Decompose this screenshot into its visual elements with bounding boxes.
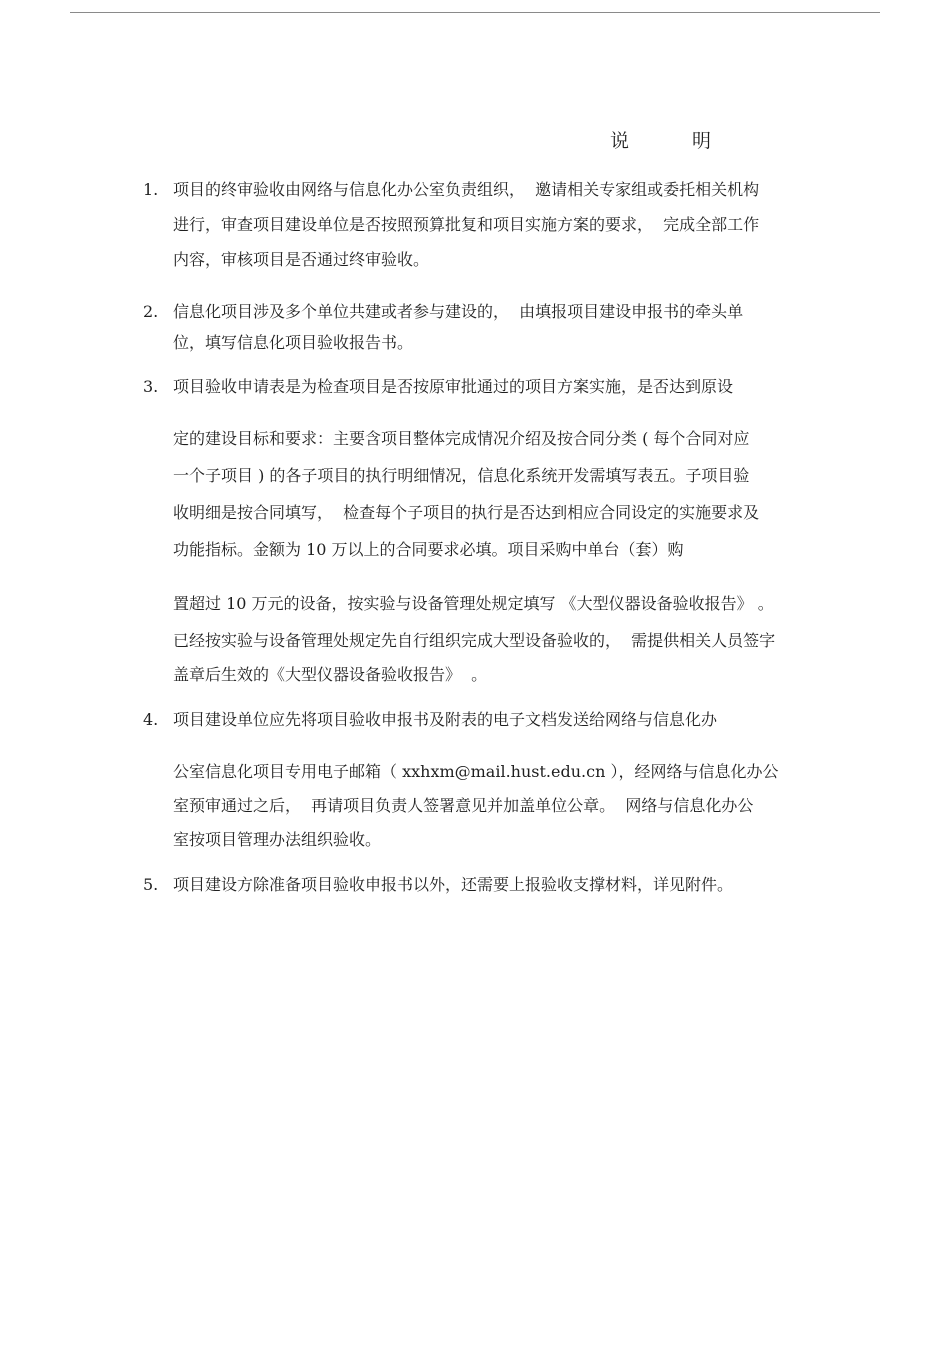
item-line: 位，填写信息化项目验收报告书。	[173, 333, 414, 352]
top-rule	[70, 12, 880, 13]
item-line: 项目建设单位应先将项目验收申报书及附表的电子文档发送给网络与信息化办	[173, 710, 718, 729]
item-line: 公室信息化项目专用电子邮箱（ xxhxm@mail.hust.edu.cn ），经网络与信息化办公	[173, 762, 779, 781]
item-line: 一个子项目 ) 的各子项目的执行明细情况，信息化系统开发需填写表五。子项目验	[173, 466, 750, 485]
page-title: 说 明	[610, 130, 734, 152]
item-line: 功能指标。金额为 10 万以上的合同要求必填。项目采购中单台（套）购	[173, 540, 684, 559]
item-number: 2.	[143, 302, 159, 321]
item-line: 信息化项目涉及多个单位共建或者参与建设的， 由填报项目建设申报书的牵头单	[173, 302, 744, 321]
item-line: 置超过 10 万元的设备，按实验与设备管理处规定填写 《大型仪器设备验收报告》 。	[173, 594, 774, 613]
item-line: 已经按实验与设备管理处规定先自行组织完成大型设备验收的， 需提供相关人员签字	[173, 631, 776, 650]
item-line: 项目建设方除准备项目验收申报书以外，还需要上报验收支撑材料，详见附件。	[173, 875, 734, 894]
item-line: 室预审通过之后， 再请项目负责人签署意见并加盖单位公章。 网络与信息化办公	[173, 796, 754, 815]
item-line: 定的建设目标和要求：主要含项目整体完成情况介绍及按合同分类 ( 每个合同对应	[173, 429, 750, 448]
item-line: 室按项目管理办法组织验收。	[173, 830, 382, 849]
item-number: 1.	[143, 180, 159, 199]
item-number: 5.	[143, 875, 159, 894]
item-line: 项目的终审验收由网络与信息化办公室负责组织， 邀请相关专家组或委托相关机构	[173, 180, 760, 199]
item-line: 收明细是按合同填写， 检查每个子项目的执行是否达到相应合同设定的实施要求及	[173, 503, 760, 522]
item-number: 3.	[143, 377, 159, 396]
item-line: 盖章后生效的《大型仪器设备验收报告》 。	[173, 665, 488, 684]
item-line: 进行，审查项目建设单位是否按照预算批复和项目实施方案的要求， 完成全部工作	[173, 215, 760, 234]
item-line: 项目验收申请表是为检查项目是否按原审批通过的项目方案实施，是否达到原设	[173, 377, 734, 396]
item-number: 4.	[143, 710, 159, 729]
item-line: 内容，审核项目是否通过终审验收。	[173, 250, 430, 269]
